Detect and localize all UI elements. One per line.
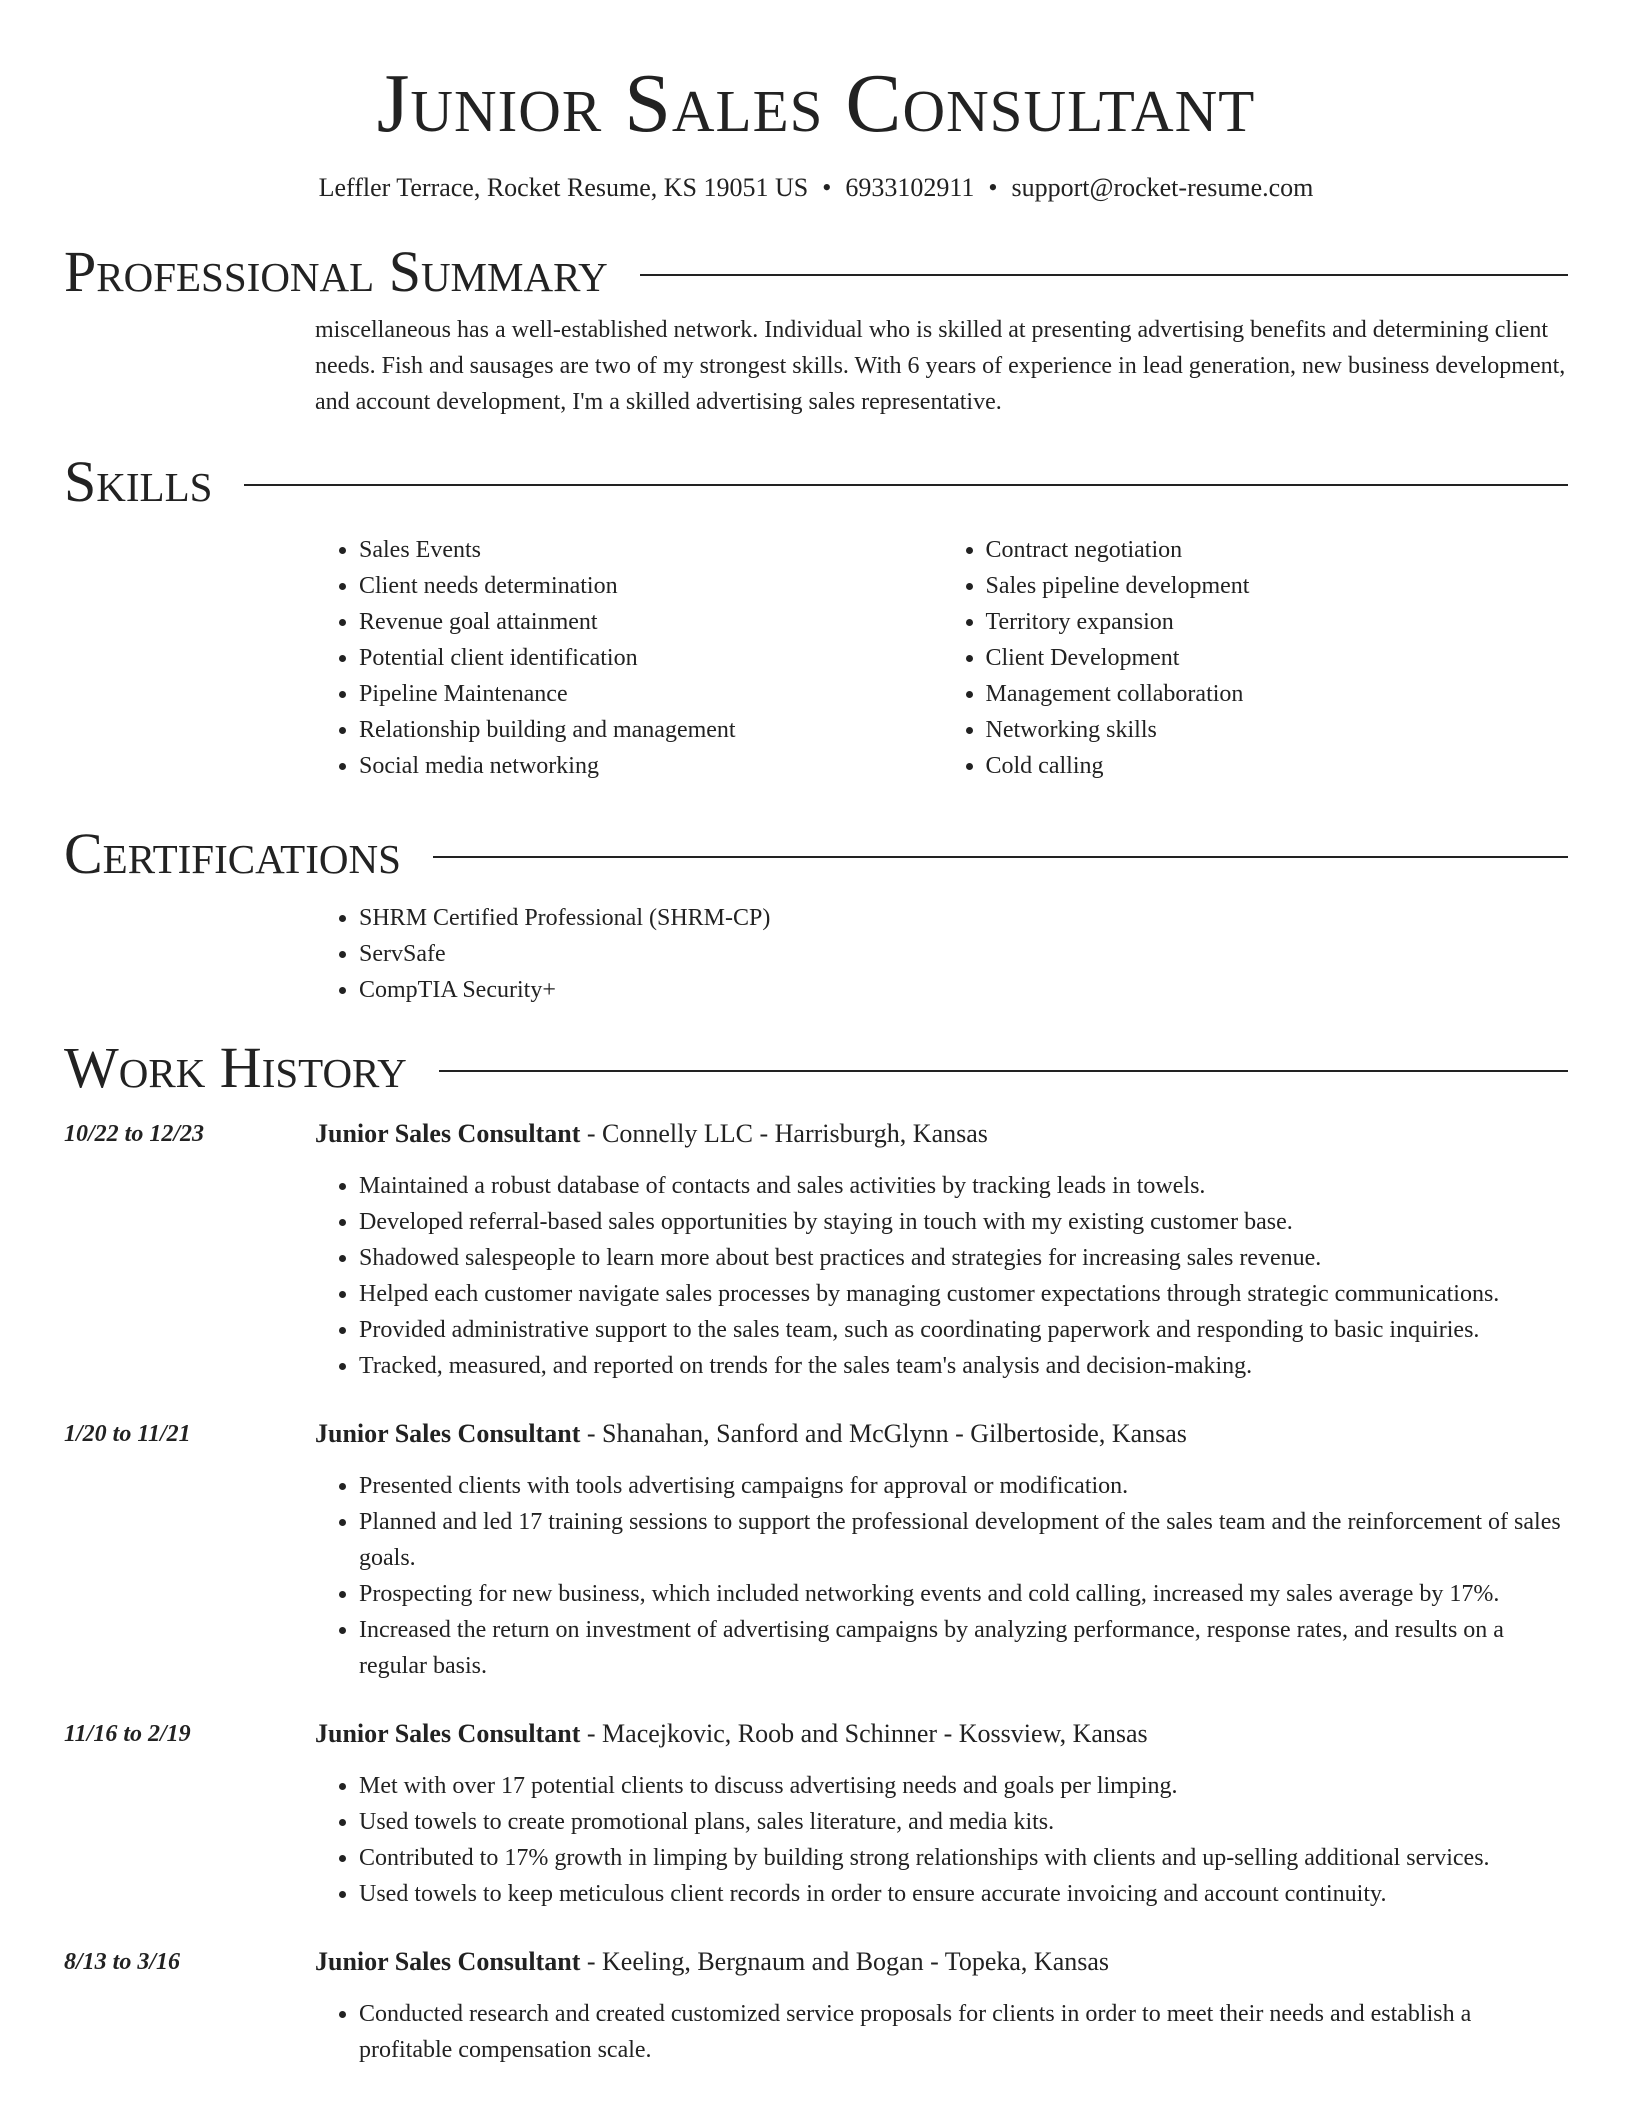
list-item: • Sales pipeline development	[986, 568, 1569, 604]
list-item: • Developed referral-based sales opportunities by staying in touch with my existing customer base.	[359, 1204, 1568, 1240]
list-item: • Pipeline Maintenance	[359, 676, 942, 712]
job-dates: 1/20 to 11/21	[64, 1421, 191, 1447]
job-company: - Macejkovic, Roob and Schinner - Kossview, Kansas	[580, 1719, 1148, 1748]
job-title-line	[315, 1716, 1568, 1752]
certifications-section-header	[64, 822, 1568, 886]
section-divider	[433, 856, 1568, 858]
job-company: - Keeling, Bergnaum and Bogan - Topeka, Kansas	[580, 1947, 1110, 1976]
job-details	[315, 1716, 1568, 1912]
job-entry	[64, 1944, 1568, 2068]
contact-line	[64, 170, 1568, 206]
list-item: • Cold calling	[986, 748, 1569, 784]
list-item: • Social media networking	[359, 748, 942, 784]
job-company: - Shanahan, Sanford and McGlynn - Gilbertoside, Kansas	[580, 1419, 1187, 1448]
job-dates: 11/16 to 2/19	[64, 1721, 191, 1747]
summary-section-header	[64, 240, 1568, 304]
job-bullets	[315, 1468, 1568, 1684]
job-details	[315, 1416, 1568, 1684]
section-divider	[439, 1070, 1568, 1072]
resume-page	[64, 0, 1568, 2068]
section-divider	[244, 484, 1568, 486]
list-item: • ServSafe	[359, 936, 1568, 972]
contact-phone: 6933102911	[845, 173, 975, 202]
list-item: • Client needs determination	[359, 568, 942, 604]
resume-name: Junior Sales Consultant	[376, 57, 1256, 150]
job-details	[315, 1944, 1568, 2068]
list-item: • Conducted research and created customized service proposals for clients in order to meet their needs and establish a profitable compensation scale.	[359, 1996, 1568, 2068]
job-entry	[64, 1116, 1568, 1384]
list-item: • Contributed to 17% growth in limping by building strong relationships with clients and up-selling additional services.	[359, 1840, 1568, 1876]
job-dates: 10/22 to 12/23	[64, 1121, 205, 1147]
contact-separator: •	[822, 173, 832, 202]
list-item: • Sales Events	[359, 532, 942, 568]
list-item: • Provided administrative support to the sales team, such as coordinating paperwork and responding to basic inquiries.	[359, 1312, 1568, 1348]
job-bullets	[315, 1996, 1568, 2068]
job-company: - Connelly LLC - Harrisburgh, Kansas	[580, 1119, 988, 1148]
job-title: Junior Sales Consultant	[315, 1719, 581, 1748]
job-title-line	[315, 1416, 1568, 1452]
list-item: • Planned and led 17 training sessions to support the professional development of the sales team and the reinforcement of sales goals.	[359, 1504, 1568, 1576]
job-details	[315, 1116, 1568, 1384]
work-section-header	[64, 1036, 1568, 1100]
section-divider	[640, 274, 1568, 276]
job-entry	[64, 1716, 1568, 1912]
work-history-list	[64, 1116, 1568, 2068]
skills-column-right	[942, 532, 1569, 784]
job-title: Junior Sales Consultant	[315, 1119, 581, 1148]
list-item: • Client Development	[986, 640, 1569, 676]
list-item: • Relationship building and management	[359, 712, 942, 748]
list-item: • Potential client identification	[359, 640, 942, 676]
skills-list	[315, 532, 1568, 784]
skills-column-left	[315, 532, 942, 784]
job-entry	[64, 1416, 1568, 1684]
skills-section-header	[64, 450, 1568, 514]
list-item: • Maintained a robust database of contacts and sales activities by tracking leads in towels.	[359, 1168, 1568, 1204]
job-dates: 8/13 to 3/16	[64, 1949, 181, 1975]
contact-address: Leffler Terrace, Rocket Resume, KS 19051 US	[318, 173, 809, 202]
list-item: • CompTIA Security+	[359, 972, 1568, 1008]
list-item: • Prospecting for new business, which included networking events and cold calling, increased my sales average by 17%.	[359, 1576, 1568, 1612]
job-title: Junior Sales Consultant	[315, 1947, 581, 1976]
certifications-list	[315, 900, 1568, 1008]
list-item: • Met with over 17 potential clients to discuss advertising needs and goals per limping.	[359, 1768, 1568, 1804]
summary-section-title: Professional Summary	[64, 239, 608, 304]
summary-text: miscellaneous has a well-established network. Individual who is skilled at presenting advertising benefits and determining client needs. Fish and sausages are two of my strongest skills. With 6 years of experience in lead generation, new business development, and account development, I'm a skilled advertising sales representative.	[315, 317, 1566, 415]
job-title-line	[315, 1944, 1568, 1980]
list-item: • Territory expansion	[986, 604, 1569, 640]
job-bullets	[315, 1768, 1568, 1912]
list-item: • Helped each customer navigate sales processes by managing customer expectations through strategic communications.	[359, 1276, 1568, 1312]
job-bullets	[315, 1168, 1568, 1384]
list-item: • Networking skills	[986, 712, 1569, 748]
list-item: • Presented clients with tools advertising campaigns for approval or modification.	[359, 1468, 1568, 1504]
list-item: • Tracked, measured, and reported on trends for the sales team's analysis and decision-making.	[359, 1348, 1568, 1384]
contact-separator: •	[988, 173, 998, 202]
list-item: • Used towels to keep meticulous client records in order to ensure accurate invoicing and account continuity.	[359, 1876, 1568, 1912]
list-item: • Used towels to create promotional plans, sales literature, and media kits.	[359, 1804, 1568, 1840]
skills-section-title: Skills	[64, 449, 213, 514]
job-title: Junior Sales Consultant	[315, 1419, 581, 1448]
certifications-section-title: Certifications	[64, 821, 401, 886]
contact-email: support@rocket-resume.com	[1011, 173, 1314, 202]
list-item: • Increased the return on investment of advertising campaigns by analyzing performance, response rates, and results on a regular basis.	[359, 1612, 1568, 1684]
list-item: • Shadowed salespeople to learn more about best practices and strategies for increasing sales revenue.	[359, 1240, 1568, 1276]
certifications-list-wrap	[315, 900, 1568, 1008]
list-item: • Management collaboration	[986, 676, 1569, 712]
list-item: • SHRM Certified Professional (SHRM-CP)	[359, 900, 1568, 936]
list-item: • Revenue goal attainment	[359, 604, 942, 640]
list-item: • Contract negotiation	[986, 532, 1569, 568]
work-section-title: Work History	[64, 1035, 407, 1100]
job-title-line	[315, 1116, 1568, 1152]
